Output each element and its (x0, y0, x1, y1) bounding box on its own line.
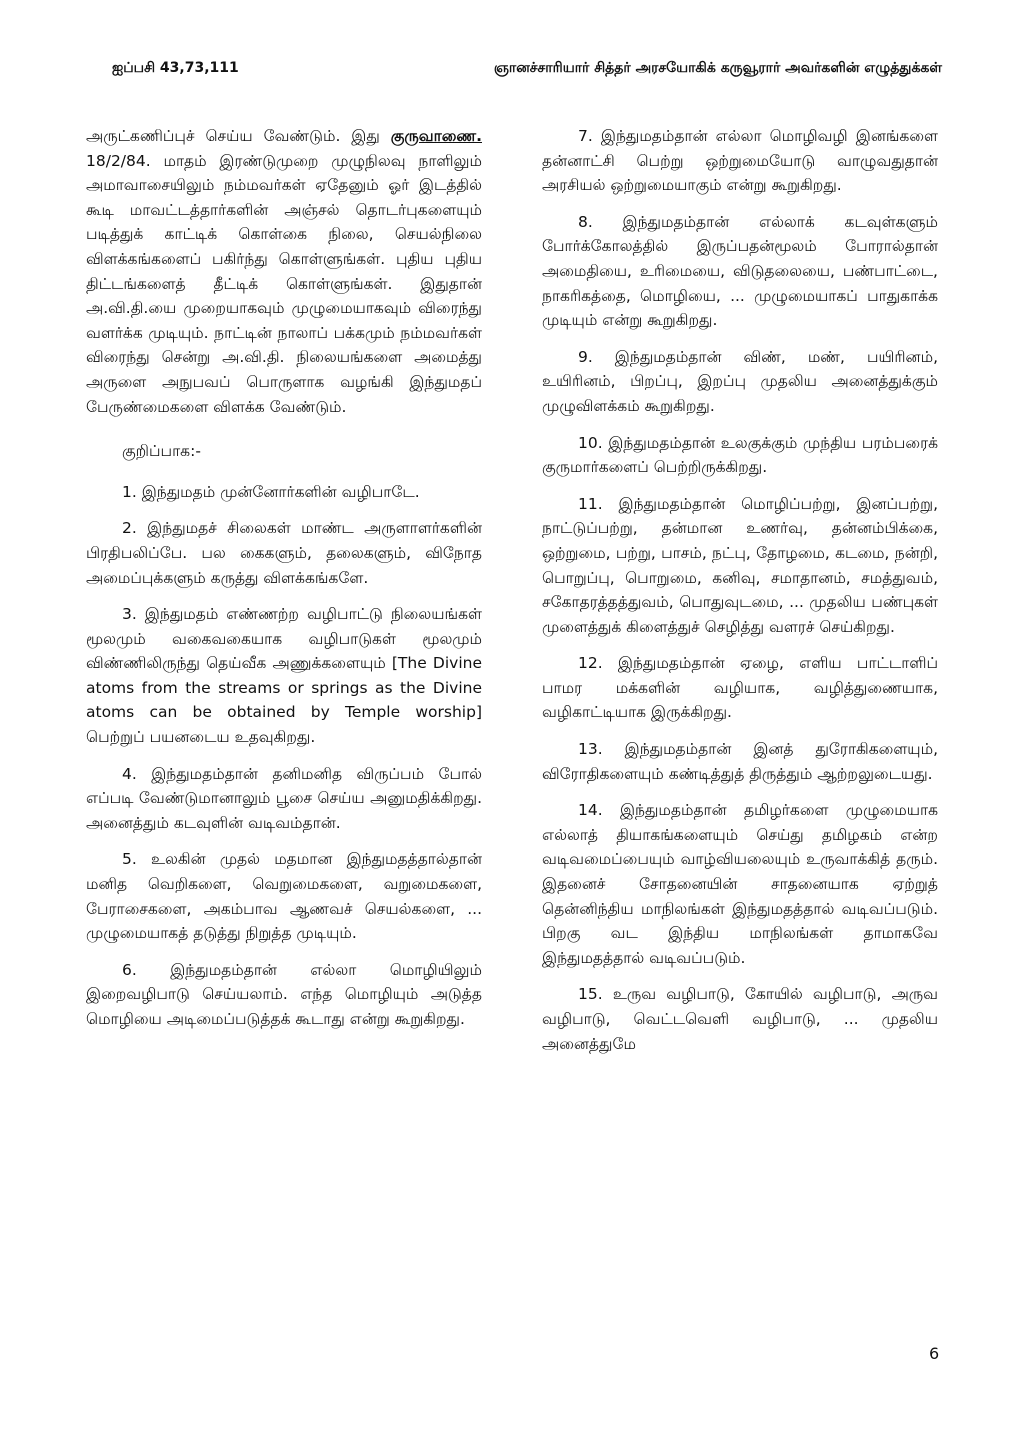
left-column (86, 124, 482, 1044)
list-item-4: 4. இந்துமதம்தான் தனிமனித விருப்பம் போல் எப்படி வேண்டுமானாலும் பூசை செய்ய அனுமதிக்கிறது. அனைத்தும் கடவுளின் வடிவம்தான். (86, 764, 482, 832)
intro-text-a: அருட்கணிப்புச் செய்ய வேண்டும். இது (86, 127, 391, 145)
header-date: ஐப்பசி 43,73,111 (112, 60, 239, 76)
list-item-6: 6. இந்துமதம்தான் எல்லா மொழியிலும் இறைவழிபாடு செய்யலாம். எந்த மொழியும் அடுத்த மொழியை அடிமைப்படுத்தக் கூடாது என்று கூறுகிறது. (86, 960, 482, 1028)
list-item-14: 14. இந்துமதம்தான் தமிழர்களை முழுமையாக எல்லாத் தியாகங்களையும் செய்து தமிழகம் என்ற வடிவமைப்பையும் வாழ்வியலையும் உருவாக்கித் தரும். இதனைச் சோதனையின் சாதனையாக ஏற்றுத் தென்னிந்திய மாநிலங்கள் இந்துமதத்தால் வடிவப்படும். பிறகு வட இந்திய மாநிலங்கள் தாமாகவே இந்துமதத்தால் வடிவப்படும். (542, 801, 938, 967)
list-item-10: 10. இந்துமதம்தான் உலகுக்கும் முந்திய பரம்பரைக் குருமார்களைப் பெற்றிருக்கிறது. (542, 433, 938, 477)
page-number: 6 (929, 1344, 940, 1363)
list-item-3: 3. இந்துமதம் எண்ணற்ற வழிபாட்டு நிலையங்கள் மூலமும் வகைவகையாக வழிபாடுகள் மூலமும் விண்ணிலிருந்து தெய்வீக அணுக்களையும் [The Divine atoms from the streams or springs as the Divine atoms can be obtained by Temple worship] பெற்றுப் பயனடைய உதவுகிறது. (86, 605, 482, 747)
note-heading: குறிப்பாக:- (122, 442, 201, 461)
right-column (542, 124, 938, 1068)
list-item-13: 13. இந்துமதம்தான் இனத் துரோகிகளையும், விரோதிகளையும் கண்டித்துத் திருத்தும் ஆற்றலுடையது. (542, 740, 938, 783)
list-item-2: 2. இந்துமதச் சிலைகள் மாண்ட அருளாளர்களின் பிரதிபலிப்பே. பல கைகளும், தலைகளும், விநோத அமைப்புக்களும் கருத்து விளக்கங்களே. (86, 519, 482, 587)
list-item-9: 9. இந்துமதம்தான் விண், மண், பயிரினம், உயிரினம், பிறப்பு, இறப்பு முதலிய அனைத்துக்கும் முழுவிளக்கம் கூறுகிறது. (542, 347, 938, 415)
header-title: ஞானச்சாரியார் சித்தர் அரசயோகிக் கருவூரார் அவர்களின் எழுத்துக்கள் (493, 60, 942, 76)
guruvanai-link-text: குருவாணை. (390, 127, 482, 145)
list-item-8: 8. இந்துமதம்தான் எல்லாக் கடவுள்களும் போர்க்கோலத்தில் இருப்பதன்மூலம் போரால்தான் அமைதியை, உரிமையை, விடுதலையை, பண்பாட்டை, நாகரிகத்தை, மொழியை, ... முழுமையாகப் பாதுகாக்க முடியும் என்று கூறுகிறது. (542, 212, 938, 330)
intro-paragraph (86, 124, 482, 419)
list-item-15: 15. உருவ வழிபாடு, கோயில் வழிபாடு, அருவ வழிபாடு, வெட்டவெளி வழிபாடு, ... முதலிய அனைத்துமே (542, 985, 938, 1053)
list-item-11: 11. இந்துமதம்தான் மொழிப்பற்று, இனப்பற்று, நாட்டுப்பற்று, தன்மான உணர்வு, தன்னம்பிக்கை, ஒற்றுமை, பற்று, பாசம், நட்பு, தோழமை, கடமை, நன்றி, பொறுப்பு, பொறுமை, கனிவு, சமாதானம், சமத்துவம், சகோதரத்தத்துவம், பொதுவுடமை, ... முதலிய பண்புகள் முளைத்துக் கிளைத்துச் செழித்து வளரச் செய்கிறது. (542, 494, 938, 636)
intro-text-b: 18/2/84. மாதம் இரண்டுமுறை முழுநிலவு நாளிலும் அமாவாசையிலும் நம்மவர்கள் ஏதேனும் ஓர் இடத்தில் கூடி மாவட்டத்தார்களின் அஞ்சல் தொடர்புகளையும் படித்துக் காட்டிக் கொள்கை நிலை, செயல்நிலை விளக்கங்களைப் பகிர்ந்து கொள்ளுங்கள். புதிய புதிய திட்டங்களைத் தீட்டிக் கொள்ளுங்கள். இதுதான் அ.வி.தி.யை முறையாகவும் முழுமையாகவும் விரைந்து வளர்க்க முடியும். நாட்டின் நாலாப் பக்கமும் நம்மவர்கள் விரைந்து சென்று அ.வி.தி. நிலையங்களை அமைத்து அருளை அநுபவப் பொருளாக வழங்கி இந்துமதப் பேருண்மைகளை விளக்க வேண்டும். (86, 151, 482, 416)
list-item-1: 1. இந்துமதம் முன்னோர்களின் வழிபாடே. (122, 482, 420, 501)
list-item-5: 5. உலகின் முதல் மதமான இந்துமதத்தால்தான் மனித வெறிகளை, வெறுமைகளை, வறுமைகளை, பேராசைகளை, அகம்பாவ ஆணவச் செயல்களை, ... முழுமையாகத் தடுத்து நிறுத்த முடியும். (86, 850, 482, 943)
page-header (112, 60, 942, 84)
list-item-12: 12. இந்துமதம்தான் ஏழை, எளிய பாட்டாளிப் பாமர மக்களின் வழியாக, வழித்துணையாக, வழிகாட்டியாக இருக்கிறது. (542, 654, 938, 722)
list-item-7: 7. இந்துமதம்தான் எல்லா மொழிவழி இனங்களை தன்னாட்சி பெற்று ஒற்றுமையோடு வாழுவதுதான் அரசியல் ஒற்றுமையாகும் என்று கூறுகிறது. (542, 127, 938, 195)
